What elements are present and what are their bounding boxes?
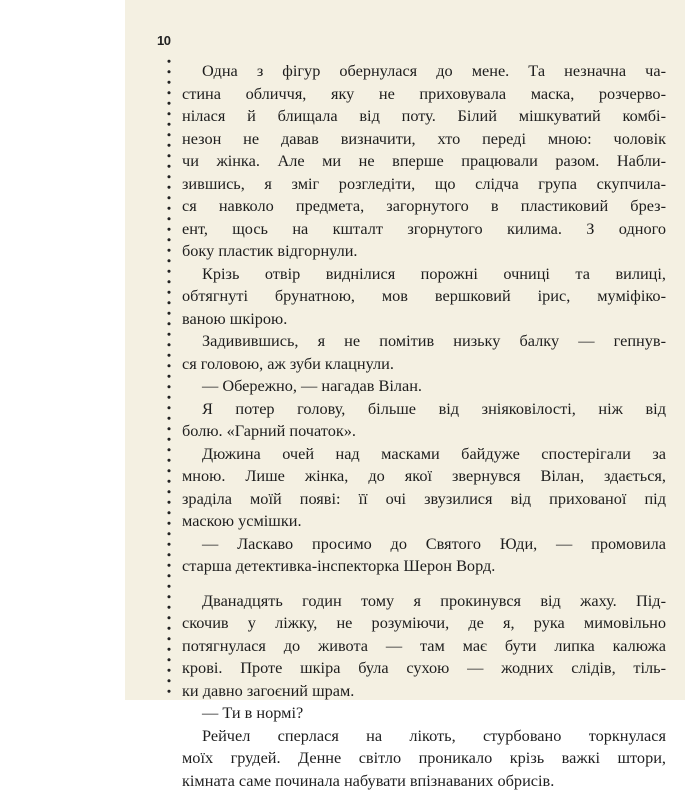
text-line: обтягнуті брунатною, мов вершковий ірис, муміфіко- bbox=[182, 285, 666, 308]
text-line: Я потер голову, більше від зніяковілості, ніж від bbox=[182, 398, 666, 421]
text-line: Рейчел сперлася на лікоть, стурбовано торкнулася bbox=[182, 725, 666, 748]
text-line: кімната саме починала набувати впізнаваних обрисів. bbox=[182, 770, 666, 792]
text-line: мною. Лише жінка, до якої звернувся Вілан, здається, bbox=[182, 465, 666, 488]
text-line: — Ласкаво просимо до Святого Юди, — промовила bbox=[182, 533, 666, 556]
text-line: Дюжина очей над масками байдуже спостерігали за bbox=[182, 443, 666, 466]
text-line: старша детективка-інспекторка Шерон Ворд. bbox=[182, 555, 666, 578]
paragraph bbox=[182, 398, 666, 443]
text-line: зившись, я зміг розгледіти, що слідча група скупчила- bbox=[182, 173, 666, 196]
text-line: нілася й блищала від поту. Білий мішкуватий комбі- bbox=[182, 105, 666, 128]
text-line: — Обережно, — нагадав Вілан. bbox=[182, 375, 666, 398]
text-line: ся навколо предмета, загорнутого в пластиковий брез- bbox=[182, 195, 666, 218]
text-line: крові. Проте шкіра була сухою — жодних слідів, тіль- bbox=[182, 657, 666, 680]
paragraph bbox=[182, 590, 666, 703]
text-line: маскою усмішки. bbox=[182, 510, 666, 533]
text-line: Дванадцять годин тому я прокинувся від жаху. Під- bbox=[182, 590, 666, 613]
text-line: болю. «Гарний початок». bbox=[182, 420, 666, 443]
book-page bbox=[125, 0, 685, 700]
text-line: ки давно загоєний шрам. bbox=[182, 680, 666, 703]
dotted-margin-rule bbox=[167, 56, 171, 696]
paragraph bbox=[182, 533, 666, 578]
paragraph bbox=[182, 725, 666, 792]
text-line: незон не давав визначити, хто переді мною: чоловік bbox=[182, 128, 666, 151]
paragraph bbox=[182, 60, 666, 263]
paragraph bbox=[182, 702, 666, 725]
text-line: боку пластик відгорнули. bbox=[182, 240, 666, 263]
text-line: ваною шкірою. bbox=[182, 308, 666, 331]
text-line: моїх грудей. Денне світло проникало крізь важкі штори, bbox=[182, 747, 666, 770]
body-text bbox=[182, 60, 666, 792]
text-line: стина обличчя, яку не приховувала маска, розчерво- bbox=[182, 83, 666, 106]
text-line: ент, щось на кшталт згорнутого килима. З одного bbox=[182, 218, 666, 241]
paragraph bbox=[182, 263, 666, 331]
section-break bbox=[182, 578, 666, 590]
text-line: ся головою, аж зуби клацнули. bbox=[182, 353, 666, 376]
text-line: зраділа моїй появі: її очі звузилися від прихованої під bbox=[182, 488, 666, 511]
text-line: Задивившись, я не помітив низьку балку — гепнув- bbox=[182, 330, 666, 353]
text-line: — Ти в нормі? bbox=[182, 702, 666, 725]
paragraph bbox=[182, 330, 666, 375]
text-line: чи жінка. Але ми не вперше працювали разом. Набли- bbox=[182, 150, 666, 173]
text-line: Одна з фігур обернулася до мене. Та незначна ча- bbox=[182, 60, 666, 83]
text-line: скочив у ліжку, не розуміючи, де я, рука мимовільно bbox=[182, 612, 666, 635]
paragraph bbox=[182, 443, 666, 533]
paragraph bbox=[182, 375, 666, 398]
text-line: Крізь отвір виднілися порожні очниці та вилиці, bbox=[182, 263, 666, 286]
text-line: потягнулася до живота — там має бути липка калюжа bbox=[182, 635, 666, 658]
page-number: 10 bbox=[157, 33, 170, 48]
